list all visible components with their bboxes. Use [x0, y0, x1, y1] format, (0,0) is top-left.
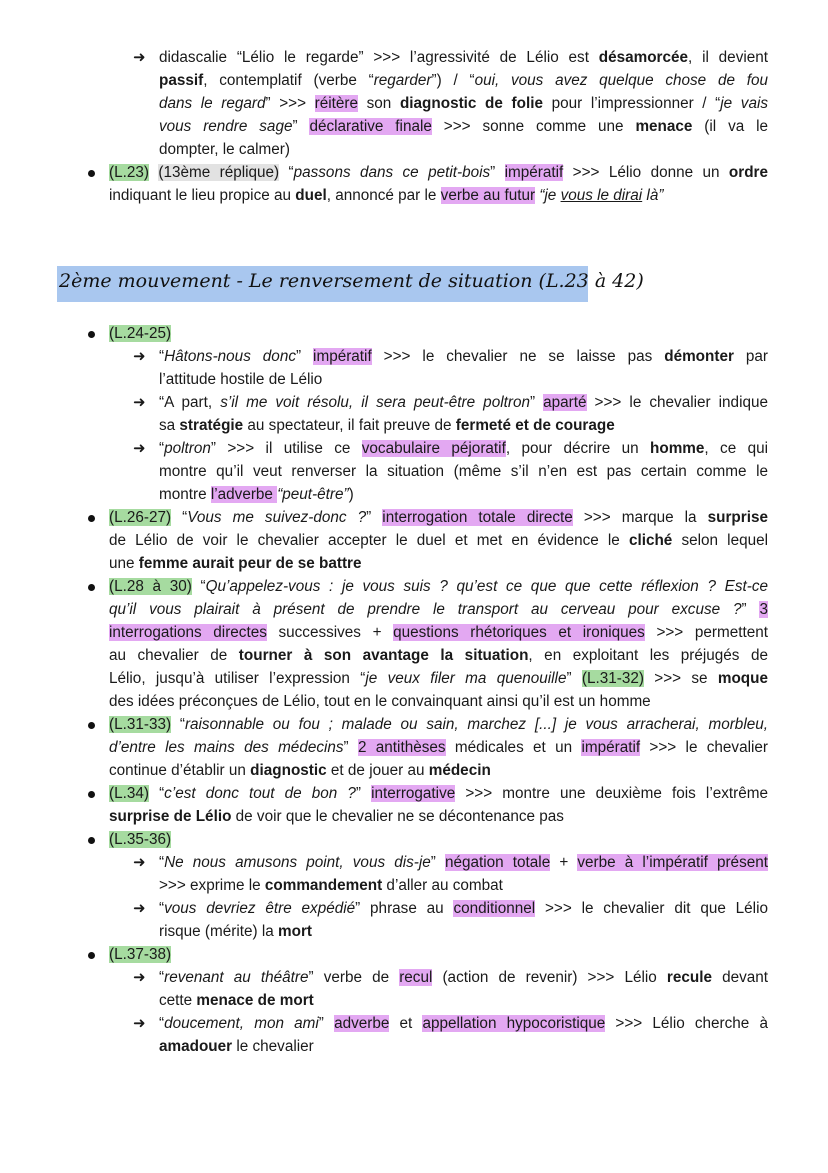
text-run: montre qu’il veut renverser la situation (même s’il n’en est pas certain comme le: [159, 463, 768, 480]
text-run: ”: [292, 118, 310, 135]
text-run: sa: [159, 417, 180, 434]
bold-keyword: ordre: [728, 164, 768, 181]
text-run: >>> Lélio donne un: [563, 164, 729, 181]
text-run: ”: [295, 348, 314, 365]
text-run: de voir que le chevalier ne se décontenance pas: [231, 808, 564, 825]
quotation: Ne nous amusons point, vous dis-je: [164, 854, 431, 871]
arrow-icon: ➜: [133, 440, 146, 457]
figure-highlight: questions rhétoriques et ironiques: [393, 624, 645, 641]
l28-30-line-5: [109, 668, 768, 690]
l26-27-line-3: [109, 553, 362, 575]
arrow-icon: ➜: [133, 394, 146, 411]
figure-highlight: interrogations directes: [109, 624, 267, 641]
quotation: vous rendre sage: [159, 118, 293, 135]
l24-25-a1-line-1: [159, 346, 768, 368]
didascalie-line-4: [159, 116, 768, 138]
text-run: dompter, le calmer): [159, 141, 290, 158]
l24-25-a3-line-3: [159, 484, 354, 506]
bold-keyword: surprise: [707, 509, 768, 526]
text-run: le chevalier: [232, 1038, 314, 1055]
text-run: ”: [318, 1015, 335, 1032]
didascalie-line-3: [159, 93, 768, 115]
line-reference-highlight: (L.37-38): [109, 946, 172, 963]
bold-keyword: stratégie: [179, 417, 244, 434]
text-run: ”: [490, 164, 505, 181]
text-run: “: [171, 716, 185, 733]
l28-30-line-4: [109, 645, 768, 667]
figure-highlight: impératif: [581, 739, 641, 756]
arrow-icon: ➜: [133, 49, 146, 66]
quotation: raisonnable ou fou ; malade ou sain, marchez [...] je vous arracherai, morbleu,: [184, 716, 768, 733]
line-reference-highlight: (L.31-32): [581, 670, 644, 687]
figure-highlight: appellation hypocoristique: [422, 1015, 606, 1032]
text-run: indiquant le lieu propice au: [109, 187, 296, 204]
l37-38-a1-line-2: [159, 990, 314, 1012]
text-run: “: [171, 509, 188, 526]
bullet-icon: [88, 837, 95, 844]
text-run: (action de revenir) >>> Lélio: [432, 969, 667, 986]
l28-30-line-2: [109, 599, 768, 621]
text-run: et: [389, 1015, 423, 1032]
l24-25-a2-line-1: [159, 392, 768, 414]
line-reference-highlight: (L.34): [109, 785, 149, 802]
quotation: Hâtons-nous donc: [164, 348, 296, 365]
text-run: cette: [159, 992, 197, 1009]
text-run: l’attitude hostile de Lélio: [159, 371, 323, 388]
text-run: successives +: [266, 624, 394, 641]
section-heading: 2ème mouvement - Le renversement de situation (L.23 à 42): [57, 266, 588, 302]
text-run: >>> le chevalier ne se laisse pas: [371, 348, 665, 365]
text-run: , en exploitant les préjugés de: [528, 647, 768, 664]
text-run: au chevalier de: [109, 647, 239, 664]
bold-keyword: commandement: [264, 877, 383, 894]
text-run: continue d’établir un: [109, 762, 251, 779]
quotation: dans le regard: [159, 95, 266, 112]
figure-highlight: déclarative finale: [309, 118, 432, 135]
bullet-icon: [88, 722, 95, 729]
text-run: “: [159, 440, 165, 457]
text-run: didascalie “Lélio le regarde” >>> l’agressivité de Lélio est: [159, 49, 599, 66]
arrow-icon: ➜: [133, 348, 146, 365]
quotation: oui, vous avez quelque chose de fou: [474, 72, 768, 89]
text-run: ”: [430, 854, 445, 871]
bold-keyword: recule: [666, 969, 712, 986]
quotation: là”: [642, 187, 664, 204]
text-run: risque (mérite) la: [159, 923, 279, 940]
text-run: une: [109, 555, 139, 572]
figure-highlight: interrogative: [371, 785, 456, 802]
quotation: qu’il vous plairait à présent de prendre le transport au cerveau pour excuse ?: [109, 601, 742, 618]
didascalie-line-2: [159, 70, 768, 92]
figure-highlight: négation totale: [444, 854, 551, 871]
line-reference-highlight: (L.28 à 30): [109, 578, 192, 595]
l28-30-line-6: [109, 691, 651, 713]
figure-highlight: l’adverbe: [210, 486, 278, 503]
l31-33-line-2: [109, 737, 768, 759]
bold-keyword: diagnostic de folie: [399, 95, 543, 112]
quotation: Qu’appelez-vous : je vous suis ? qu’est ce que que cette réflexion ? Est-ce: [205, 578, 768, 595]
text-run: “: [159, 900, 165, 917]
figure-highlight: vocabulaire péjoratif: [361, 440, 506, 457]
l35-36-a1-line-1: [159, 852, 768, 874]
text-run: Lélio, jusqu’à utiliser l’expression “: [109, 670, 366, 687]
line-reference-highlight: (L.24-25): [109, 325, 172, 342]
l34-line-2: [109, 806, 564, 828]
bold-keyword: femme aurait peur de se battre: [138, 555, 362, 572]
figure-highlight: conditionnel: [453, 900, 536, 917]
quotation: s’il me voit résolu, il sera peut-être poltron: [220, 394, 530, 411]
quotation: c’est donc tout de bon ?: [164, 785, 356, 802]
bold-keyword: duel: [295, 187, 327, 204]
didascalie-line-1: [159, 47, 768, 69]
l34-line-1: [109, 783, 768, 805]
figure-highlight: 2 antithèses: [357, 739, 446, 756]
bold-keyword: désamorcée: [598, 49, 689, 66]
text-run: “: [159, 854, 165, 871]
figure-highlight: recul: [399, 969, 433, 986]
figure-highlight: adverbe: [334, 1015, 390, 1032]
bullet-icon: [88, 170, 95, 177]
bold-keyword: diagnostic: [250, 762, 327, 779]
bold-keyword: menace: [635, 118, 693, 135]
line-reference-highlight: (L.31-33): [109, 716, 172, 733]
figure-highlight: interrogation totale directe: [382, 509, 573, 526]
figure-highlight: aparté: [543, 394, 587, 411]
text-run: >>> montre une deuxième fois l’extrême: [455, 785, 768, 802]
bullet-icon: [88, 584, 95, 591]
text-run: >>> Lélio cherche à: [605, 1015, 768, 1032]
bullet-icon: [88, 331, 95, 338]
text-run: “A part,: [159, 394, 221, 411]
text-run: des idées préconçues de Lélio, tout en le convainquant ainsi qu’il est un homme: [109, 693, 651, 710]
text-run: ”: [366, 509, 383, 526]
text-run: médicales et un: [445, 739, 582, 756]
l23-line-2: [109, 185, 663, 207]
bullet-icon: [88, 952, 95, 959]
text-run: , ce qui: [704, 440, 769, 457]
text-run: ”: [355, 785, 372, 802]
text-run: “: [279, 164, 294, 181]
l31-33-line-3: [109, 760, 491, 782]
text-run: ” >>> il utilise ce: [210, 440, 362, 457]
text-run: >>> sonne comme une: [431, 118, 636, 135]
quotation: d’entre les mains des médecins: [109, 739, 344, 756]
l24-25-ref: [109, 323, 171, 345]
bold-keyword: homme: [650, 440, 705, 457]
text-run: , contemplatif (verbe “: [203, 72, 374, 89]
text-run: >>> le chevalier indique: [586, 394, 768, 411]
l24-25-a2-line-2: [159, 415, 615, 437]
text-run: +: [550, 854, 578, 871]
l35-36-a2-line-2: [159, 921, 312, 943]
quotation: doucement, mon ami: [164, 1015, 319, 1032]
quotation: vous devriez être expédié: [164, 900, 356, 917]
quotation: passons dans ce petit-bois: [293, 164, 491, 181]
figure-highlight: impératif: [504, 164, 564, 181]
l28-30-line-3: [109, 622, 768, 644]
text-run: son: [358, 95, 400, 112]
l35-36-ref: [109, 829, 171, 851]
bullet-icon: [88, 515, 95, 522]
text-run: ” phrase au: [355, 900, 454, 917]
text-run: ”: [741, 601, 760, 618]
l37-38-a2-line-2: [159, 1036, 314, 1058]
text-run: d’aller au combat: [382, 877, 503, 894]
quotation: “peut-être”: [277, 486, 349, 503]
text-run: ” verbe de: [308, 969, 400, 986]
text-run: pour l’impressionner / “: [542, 95, 721, 112]
text-run: >>> se: [643, 670, 718, 687]
l31-33-line-1: [109, 714, 768, 736]
l26-27-line-1: [109, 507, 768, 529]
l28-30-line-1: [109, 576, 768, 598]
arrow-icon: ➜: [133, 900, 146, 917]
l37-38-a1-line-1: [159, 967, 768, 989]
text-run: selon lequel: [672, 532, 768, 549]
bold-keyword: surprise de Lélio: [109, 808, 232, 825]
text-run: ”) / “: [431, 72, 475, 89]
text-run: >>> le chevalier: [640, 739, 768, 756]
quotation: revenant au théâtre: [164, 969, 309, 986]
text-run: ”: [343, 739, 358, 756]
text-run: “: [159, 969, 165, 986]
text-run: , il devient: [688, 49, 769, 66]
text-run: >>> le chevalier dit que Lélio: [535, 900, 768, 917]
quotation: regarder: [373, 72, 432, 89]
bold-keyword: médecin: [428, 762, 491, 779]
l37-38-ref: [109, 944, 171, 966]
bold-keyword: mort: [278, 923, 313, 940]
line-reference-highlight: (L.35-36): [109, 831, 172, 848]
text-run: >>> permettent: [644, 624, 768, 641]
text-run: au spectateur, il fait preuve de: [243, 417, 456, 434]
text-run: “: [159, 1015, 165, 1032]
quotation: Vous me suivez-donc ?: [187, 509, 367, 526]
figure-highlight: réitère: [314, 95, 359, 112]
l35-36-a1-line-2: [159, 875, 503, 897]
line-reference-highlight: (L.26-27): [109, 509, 172, 526]
text-run: ): [348, 486, 354, 503]
quotation: je veux filer ma quenouille: [365, 670, 567, 687]
bold-keyword: cliché: [628, 532, 673, 549]
quotation: poltron: [164, 440, 211, 457]
text-run: , annoncé par le: [326, 187, 441, 204]
quotation: vous le dirai: [560, 187, 643, 204]
quotation: “je: [539, 187, 561, 204]
text-run: “: [191, 578, 206, 595]
l37-38-a2-line-1: [159, 1013, 768, 1035]
arrow-icon: ➜: [133, 854, 146, 871]
text-run: montre: [159, 486, 211, 503]
quotation: je vais: [720, 95, 768, 112]
text-run: ” >>>: [265, 95, 315, 112]
text-run: >>> marque la: [572, 509, 708, 526]
l24-25-a3-line-1: [159, 438, 768, 460]
text-run: ”: [566, 670, 582, 687]
l24-25-a1-line-2: [159, 369, 322, 391]
text-run: , pour décrire un: [505, 440, 651, 457]
text-run: devant: [711, 969, 769, 986]
figure-highlight: verbe à l’impératif présent: [577, 854, 768, 871]
l24-25-a3-line-2: [159, 461, 768, 483]
l35-36-a2-line-1: [159, 898, 768, 920]
text-run: (il va le: [692, 118, 769, 135]
bold-keyword: passif: [159, 72, 204, 89]
l23-line-1: [109, 162, 768, 184]
bold-keyword: fermeté et de courage: [455, 417, 615, 434]
bold-keyword: menace de mort: [196, 992, 314, 1009]
bold-keyword: amadouer: [159, 1038, 233, 1055]
text-run: de Lélio de voir le chevalier accepter le duel et met en évidence le: [109, 532, 629, 549]
bullet-icon: [88, 791, 95, 798]
line-reference-highlight: (L.23): [109, 164, 149, 181]
bold-keyword: démonter: [664, 348, 734, 365]
arrow-icon: ➜: [133, 969, 146, 986]
text-run: et de jouer au: [326, 762, 429, 779]
text-run: par: [733, 348, 769, 365]
text-run: “: [159, 348, 165, 365]
text-run: “: [148, 785, 165, 802]
text-run: >>> exprime le: [159, 877, 265, 894]
figure-highlight: impératif: [313, 348, 372, 365]
figure-highlight: verbe au futur: [440, 187, 536, 204]
bold-keyword: tourner à son avantage la situation: [238, 647, 529, 664]
bold-keyword: moque: [717, 670, 768, 687]
reply-number-highlight: (13ème réplique): [158, 164, 280, 181]
figure-highlight: 3: [759, 601, 768, 618]
l26-27-line-2: [109, 530, 768, 552]
arrow-icon: ➜: [133, 1015, 146, 1032]
text-run: ”: [529, 394, 544, 411]
didascalie-line-5: [159, 139, 290, 161]
